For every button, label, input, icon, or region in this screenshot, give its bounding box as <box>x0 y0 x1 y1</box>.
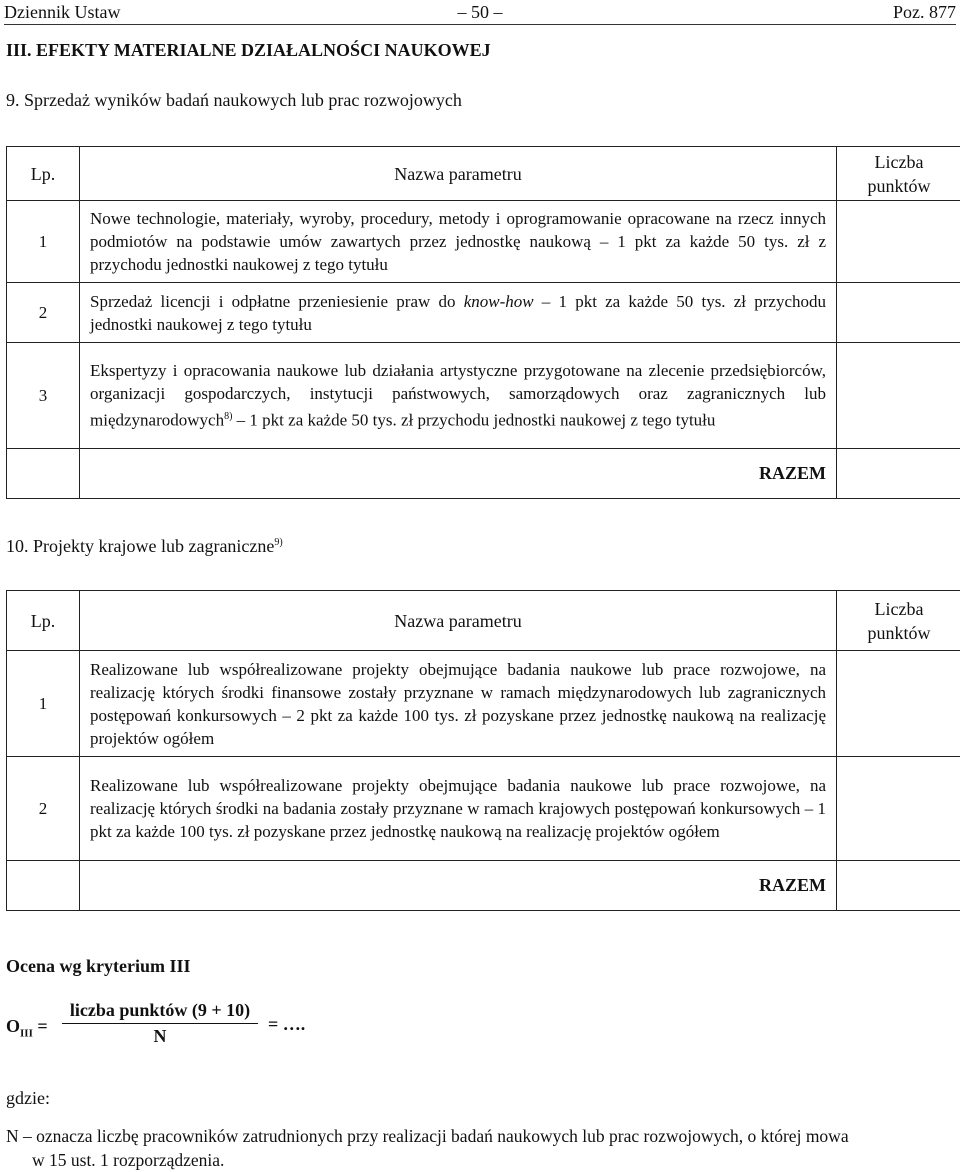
table-row <box>7 283 960 343</box>
definition-line-2: w 15 ust. 1 rozporządzenia. <box>32 1150 225 1170</box>
table9-col-points-line2: punktów <box>867 175 931 196</box>
table10-total-row <box>7 861 960 911</box>
where-label: gdzie: <box>6 1088 50 1108</box>
row-points-cell[interactable] <box>837 283 960 343</box>
table9-total-label: RAZEM <box>80 449 837 499</box>
table9-total-points-cell[interactable] <box>837 449 960 499</box>
formula-symbol: O <box>6 1016 21 1036</box>
table9-col-points-line1: Liczba <box>874 151 924 172</box>
table10-total-label: RAZEM <box>80 861 837 911</box>
table10-title-ref: 9) <box>274 537 283 548</box>
row-text: Realizowane lub współrealizowane projekty obejmujące badania naukowe lub prace rozwojowe, na realizację których środki na badania zostały przyznane w ramach krajowych postępowań konkursowych – 1 pkt za każde 100 tys. zł pozyskane przez jednostkę naukową na realizację projektów ogółem <box>80 757 837 861</box>
row-text-before: Sprzedaż licencji i odpłatne przeniesienie praw do <box>90 291 464 311</box>
row-points-cell[interactable] <box>837 343 960 449</box>
section-title: III. EFEKTY MATERIALNE DZIAŁALNOŚCI NAUKOWEJ <box>6 40 491 60</box>
table9-title: 9. Sprzedaż wyników badań naukowych lub prac rozwojowych <box>6 90 462 110</box>
row-text-italic: know-how <box>463 291 534 311</box>
row-text <box>80 283 837 343</box>
row-text: Realizowane lub współrealizowane projekty obejmujące badania naukowe lub prace rozwojowe, na realizację których środki finansowe zostały przyznane w ramach międzynarodowych lub zagranicznych postępowań konkursowych – 2 pkt za każde 100 tys. zł pozyskane przez jednostkę naukową na realizację projektów ogółem <box>80 651 837 757</box>
row-points-cell[interactable] <box>837 201 960 283</box>
table10-col-lp: Lp. <box>7 591 80 651</box>
formula-fraction <box>62 1000 258 1047</box>
table-row <box>7 343 960 449</box>
table9 <box>6 146 960 499</box>
row-text-after: – 1 pkt za każde 50 tys. zł przychodu jednostki naukowej z tego tytułu <box>232 410 716 430</box>
criterion-title: Ocena wg kryterium III <box>6 956 191 976</box>
table10 <box>6 590 960 911</box>
table10-title-text: 10. Projekty krajowe lub zagraniczne <box>6 536 275 556</box>
table10-total-points-cell[interactable] <box>837 861 960 911</box>
row-text-before: Ekspertyzy i opracowania naukowe lub działania artystyczne przygotowane na zlecenie przedsiębiorców, organizacji gospodarczych, instytucji państwowych, samorządowych oraz zagranicznych lub międzynarodowych <box>90 361 826 430</box>
table9-col-points <box>837 147 960 201</box>
footnote-ref: 8) <box>224 411 233 423</box>
definition-line-1: N – oznacza liczbę pracowników zatrudnionych przy realizacji badań naukowych lub prac rozwojowych, o której mowa <box>6 1126 849 1146</box>
row-text <box>80 343 837 449</box>
table10-col-points-line2: punktów <box>867 622 931 643</box>
row-lp: 2 <box>7 283 80 343</box>
formula-subscript: III <box>20 1027 33 1040</box>
page-number: – 50 – <box>457 2 503 22</box>
formula-result: = …. <box>268 1014 306 1034</box>
table10-col-points-line1: Liczba <box>874 598 924 619</box>
row-lp: 1 <box>7 201 80 283</box>
table9-col-lp: Lp. <box>7 147 80 201</box>
position-number: Poz. 877 <box>893 2 956 22</box>
formula-numerator: liczba punktów (9 + 10) <box>62 1000 258 1024</box>
row-points-cell[interactable] <box>837 651 960 757</box>
table10-title <box>6 536 283 557</box>
table9-col-name: Nazwa parametru <box>80 147 837 201</box>
formula-denominator: N <box>153 1026 167 1046</box>
row-lp: 2 <box>7 757 80 861</box>
journal-name: Dziennik Ustaw <box>4 2 121 22</box>
definition-note <box>6 1124 956 1172</box>
formula-equals: = <box>37 1016 48 1036</box>
page-header <box>4 2 956 25</box>
table-row <box>7 757 960 861</box>
table10-col-name: Nazwa parametru <box>80 591 837 651</box>
total-lp-cell <box>7 861 80 911</box>
table-row <box>7 201 960 283</box>
table9-total-row <box>7 449 960 499</box>
row-lp: 3 <box>7 343 80 449</box>
row-text: Nowe technologie, materiały, wyroby, procedury, metody i oprogramowanie opracowane na rzecz innych podmiotów na podstawie umów zawartych przez jednostkę naukową – 1 pkt za każde 50 tys. zł z przychodu jednostki naukowej z tego tytułu <box>80 201 837 283</box>
table10-col-points <box>837 591 960 651</box>
row-lp: 1 <box>7 651 80 757</box>
row-text-after: – 1 pkt za każde 50 tys. zł przychodu jednostki naukowej z tego tytułu <box>90 291 826 334</box>
formula-lhs <box>6 1016 48 1040</box>
row-points-cell[interactable] <box>837 757 960 861</box>
score-formula <box>6 1000 406 1048</box>
total-lp-cell <box>7 449 80 499</box>
table-row <box>7 651 960 757</box>
